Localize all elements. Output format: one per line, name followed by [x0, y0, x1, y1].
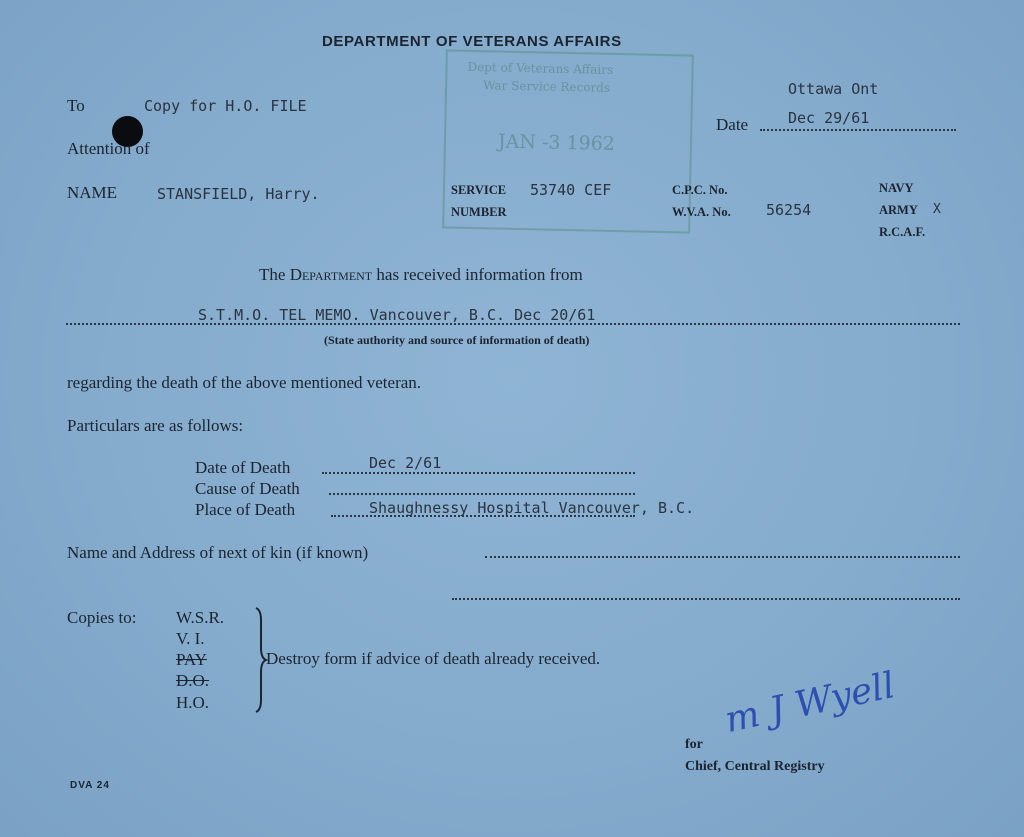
stamp-date: JAN -3 1962	[497, 130, 616, 155]
copies-label: Copies to:	[67, 608, 137, 627]
destroy-note: Destroy form if advice of death already received.	[266, 649, 601, 668]
cpc-label: C.P.C. No.	[672, 183, 728, 197]
place-value: Ottawa Ont	[788, 80, 879, 98]
place-of-death-label: Place of Death	[195, 500, 296, 519]
branch-rcaf: R.C.A.F.	[879, 225, 926, 239]
for-label: for	[685, 737, 703, 752]
copy-item-pay: PAY	[176, 650, 207, 669]
service-label-line-2: NUMBER	[451, 205, 507, 219]
cause-of-death-label: Cause of Death	[195, 479, 300, 498]
to-value: Copy for H.O. FILE	[144, 97, 307, 115]
name-label: NAME	[67, 183, 118, 202]
service-number-value: 53740 CEF	[530, 181, 612, 199]
date-of-death-line	[322, 472, 635, 474]
source-caption: (State authority and source of information of death)	[324, 333, 590, 347]
next-of-kin-label: Name and Address of next of kin (if known)	[67, 543, 369, 562]
department-title: DEPARTMENT OF VETERANS AFFAIRS	[322, 33, 622, 50]
copy-item-wsr: W.S.R.	[176, 608, 225, 627]
cause-of-death-line	[329, 493, 635, 495]
wva-label: W.V.A. No.	[672, 205, 731, 219]
form-id: DVA 24	[70, 780, 110, 791]
attention-label: Attention of	[67, 139, 150, 158]
received-statement: The Department has received information from	[259, 265, 583, 284]
date-label: Date	[716, 115, 749, 134]
wva-value: 56254	[766, 201, 812, 219]
place-of-death-value: Shaughnessy Hospital Vancouver, B.C.	[369, 499, 695, 517]
date-of-death-label: Date of Death	[195, 458, 291, 477]
regarding-statement: regarding the death of the above mentioned veteran.	[67, 373, 422, 392]
stamp-line-2: War Service Records	[483, 78, 611, 95]
signature: m J Wyell	[721, 665, 899, 741]
copy-item-vi: V. I.	[176, 629, 205, 648]
army-check-mark: X	[933, 202, 941, 217]
date-line	[760, 129, 956, 131]
source-value: S.T.M.O. TEL MEMO. Vancouver, B.C. Dec 20/61	[198, 306, 596, 324]
registry-title: Chief, Central Registry	[685, 759, 825, 774]
service-label: SERVICE	[451, 183, 507, 197]
next-of-kin-line-2	[452, 598, 960, 600]
name-value: STANSFIELD, Harry.	[157, 185, 320, 203]
next-of-kin-line-1	[485, 556, 960, 558]
branch-army: ARMY	[879, 203, 918, 217]
copy-item-do: D.O.	[176, 671, 210, 690]
date-value: Dec 29/61	[788, 109, 870, 127]
branch-navy: NAVY	[879, 181, 914, 195]
to-label: To	[67, 96, 85, 115]
copy-item-ho: H.O.	[176, 693, 210, 712]
particulars-heading: Particulars are as follows:	[67, 416, 244, 435]
stamp-line-1: Dept of Veterans Affairs	[467, 59, 614, 77]
date-of-death-value: Dec 2/61	[369, 454, 442, 472]
